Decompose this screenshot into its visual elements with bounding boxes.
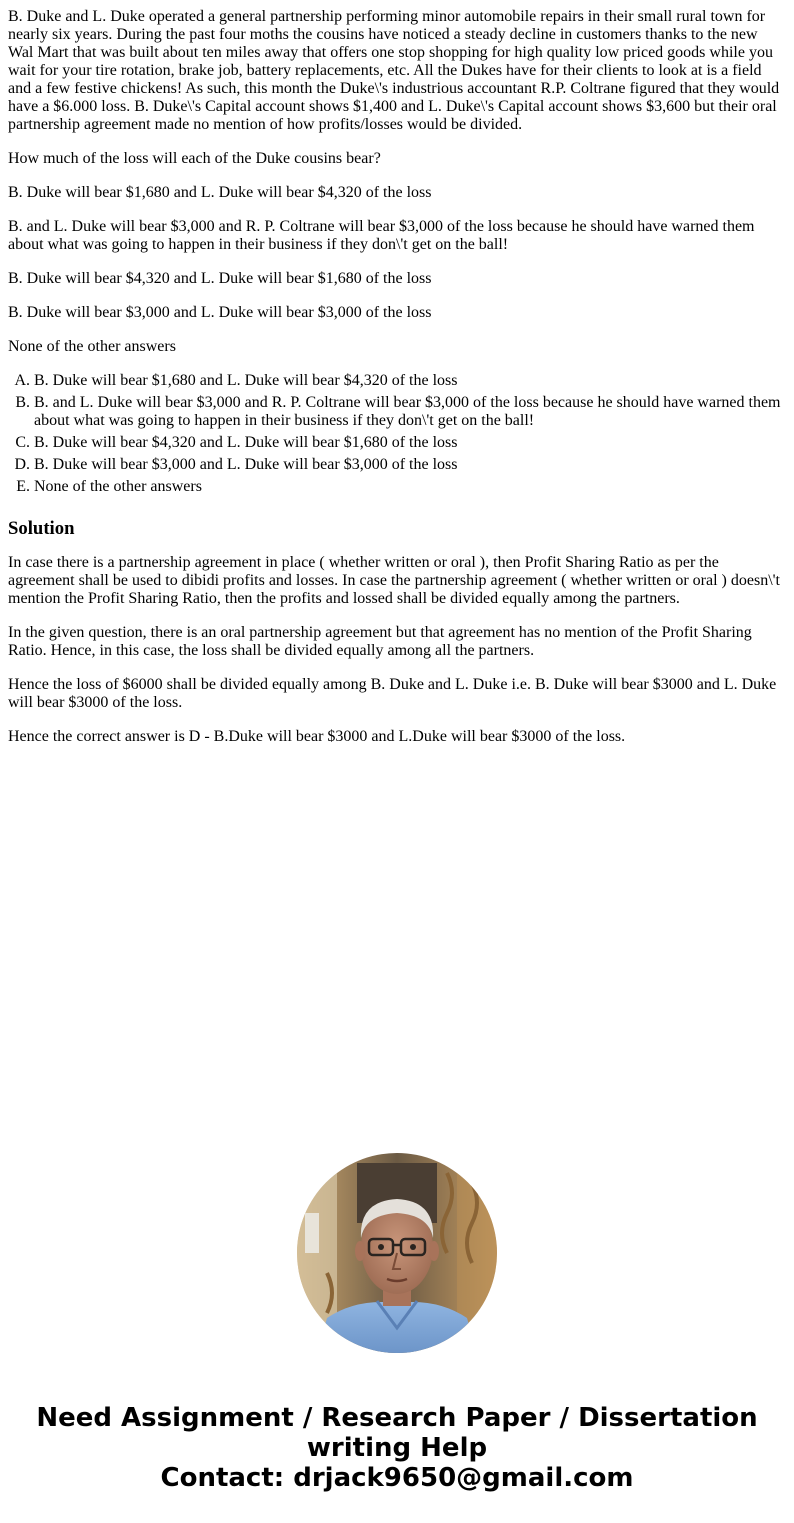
author-portrait-image xyxy=(297,1153,497,1353)
question-prompt: How much of the loss will each of the Duke cousins bear? xyxy=(8,150,381,167)
answer-choices-list xyxy=(8,372,786,496)
solution-paragraph: Hence the correct answer is D - B.Duke will bear $3000 and L.Duke will bear $3000 of the loss. xyxy=(8,728,626,745)
option-text: B. Duke will bear $4,320 and L. Duke will bear $1,680 of the loss xyxy=(8,270,432,287)
option-text: B. and L. Duke will bear $3,000 and R. P. Coltrane will bear $3,000 of the loss because he should have warned them about what was going to happen in their business if they don\'t get on the ball! xyxy=(8,218,755,253)
question-intro: B. Duke and L. Duke operated a general partnership performing minor automobile repairs in their small rural town for nearly six years. During the past four moths the cousins have noticed a steady decline in customers thanks to the new Wal Mart that was built about ten miles away that offers one stop shopping for high quality low priced goods while you wait for your tire rotation, brake job, battery replacements, etc. All the Dukes have for their clients to look at is a field and a few festive chickens! As such, this month the Duke\'s industrious accountant R.P. Coltrane figured that they would have a $6.000 loss. B. Duke\'s Capital account shows $1,400 and L. Duke\'s Capital account shows $3,600 but their oral partnership agreement made no mention of how profits/losses would be divided. xyxy=(8,8,780,133)
solution-paragraph: In the given question, there is an oral partnership agreement but that agreement has no mention of the Profit Sharing Ratio. Hence, in this case, the loss shall be divided equally among all the partners. xyxy=(8,624,752,659)
answer-choice-b: B. B. and L. Duke will bear $3,000 and R. P. Coltrane will bear $3,000 of the loss because he should have warned them about what was going to happen in their business if they don\'t get on the ball! xyxy=(34,394,786,430)
solution-paragraph: In case there is a partnership agreement in place ( whether written or oral ), then Profit Sharing Ratio as per the agreement shall be used to dibidi profits and losses. In case the partnership agreement ( whether written or oral ) doesn\'t mention the Profit Sharing Ratio, then the profits and lossed shall be divided equally among the partners. xyxy=(8,554,780,607)
promo-contact: Contact: drjack9650@gmail.com xyxy=(160,1463,634,1493)
answer-choice-a: A. B. Duke will bear $1,680 and L. Duke will bear $4,320 of the loss xyxy=(34,372,786,390)
question-document xyxy=(8,8,786,762)
answer-choice-d: D. B. Duke will bear $3,000 and L. Duke will bear $3,000 of the loss xyxy=(34,456,786,474)
author-avatar xyxy=(297,1153,497,1353)
option-text: B. Duke will bear $3,000 and L. Duke will bear $3,000 of the loss xyxy=(8,304,432,321)
solution-paragraph: Hence the loss of $6000 shall be divided equally among B. Duke and L. Duke i.e. B. Duke will bear $3000 and L. Duke will bear $3000 of the loss. xyxy=(8,676,777,711)
option-text: None of the other answers xyxy=(8,338,176,355)
answer-choice-e: E. None of the other answers xyxy=(34,478,786,496)
answer-choice-c: C. B. Duke will bear $4,320 and L. Duke will bear $1,680 of the loss xyxy=(34,434,786,452)
promo-banner xyxy=(0,1403,794,1493)
solution-heading: Solution xyxy=(8,518,75,539)
option-text: B. Duke will bear $1,680 and L. Duke will bear $4,320 of the loss xyxy=(8,184,432,201)
promo-headline: Need Assignment / Research Paper / Dissertation writing Help xyxy=(36,1403,758,1463)
